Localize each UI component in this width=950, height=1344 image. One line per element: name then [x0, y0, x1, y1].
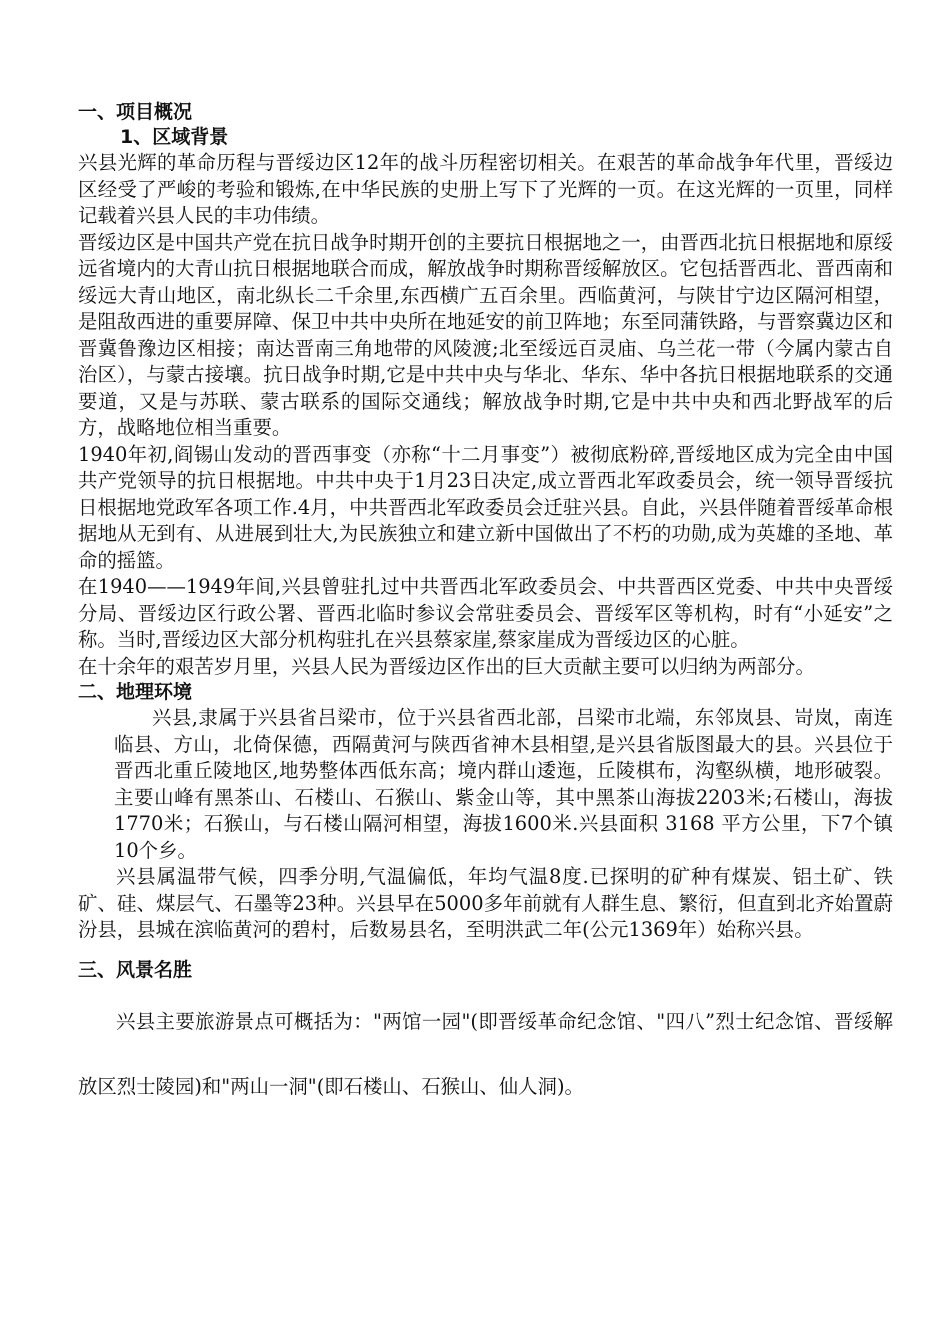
- section1-heading: 一、项目概况: [78, 101, 193, 123]
- section2-heading: 二、地理环境: [78, 681, 193, 703]
- section3-paragraph: 兴县主要旅游景点可概括为："两馆一园"(即晋绥革命纪念馆、"四八”烈士纪念馆、晋绥解放区烈士陵园)和"两山一洞"(即石楼山、石猴山、仙人洞)。: [78, 1009, 893, 1098]
- section1-sub-heading: 1、区域背景: [120, 126, 229, 148]
- section3-heading: 三、风景名胜: [78, 958, 193, 981]
- document-page: [78, 100, 893, 1119]
- section1-paragraph: 1940年初,阎锡山发动的晋西事变（亦称“十二月事变”）被彻底粉碎,晋绥地区成为完全由中国共产党领导的抗日根据地。中共中央于1月23日决定,成立晋西北军政委员会，统一领导晋绥抗日根据地党政军各项工作.4月，中共晋西北军政委员会迁驻兴县。自此，兴县伴随着晋绥革命根据地从无到有、从进展到壮大,为民族独立和建立新中国做出了不朽的功勋,成为英雄的圣地、革命的摇篮。: [78, 442, 893, 572]
- section1-paragraph: 在十余年的艰苦岁月里，兴县人民为晋绥边区作出的巨大贡献主要可以归纳为两部分。: [78, 654, 815, 678]
- section1-paragraph: 在1940——1949年间,兴县曾驻扎过中共晋西北军政委员会、中共晋西区党委、中共中央晋绥分局、晋绥边区行政公署、晋西北临时参议会常驻委员会、晋绥军区等机构，时有“小延安”之称。当时,晋绥边区大部分机构驻扎在兴县蔡家崖,蔡家崖成为晋绥边区的心脏。: [78, 575, 893, 651]
- section1-paragraph: 兴县光辉的革命历程与晋绥边区12年的战斗历程密切相关。在艰苦的革命战争年代里，晋绥边区经受了严峻的考验和锻炼,在中华民族的史册上写下了光辉的一页。在这光辉的一页里，同样记载着兴县人民的丰功伟绩。: [78, 151, 893, 227]
- section2-paragraph: 兴县,隶属于兴县省吕梁市，位于兴县省西北部，吕梁市北端，东邻岚县、岢岚，南连临县、方山，北倚保德，西隔黄河与陕西省神木县相望,是兴县省版图最大的县。兴县位于晋西北重丘陵地区,地势整体西低东高；境内群山逶迤，丘陵棋布，沟壑纵横，地形破裂。主要山峰有黑茶山、石楼山、石猴山、紫金山等，其中黑茶山海拔2203米;石楼山，海拔1770米；石猴山，与石楼山隔河相望，海拔1600米.兴县面积 3168 平方公里，下7个镇10个乡。: [114, 706, 893, 862]
- section1-paragraph: 晋绥边区是中国共产党在抗日战争时期开创的主要抗日根据地之一，由晋西北抗日根据地和原绥远省境内的大青山抗日根据地联合而成，解放战争时期称晋绥解放区。它包括晋西北、晋西南和绥远大青山地区，南北纵长二千余里,东西横广五百余里。西临黄河，与陕甘宁边区隔河相望，是阻敌西进的重要屏障、保卫中共中央所在地延安的前卫阵地；东至同蒲铁路，与晋察冀边区和晋冀鲁豫边区相接；南达晋南三角地带的风陵渡;北至绥远百灵庙、乌兰花一带（今属内蒙古自治区），与蒙古接壤。抗日战争时期,它是中共中央与华北、华东、华中各抗日根据地联系的交通要道，又是与苏联、蒙古联系的国际交通线；解放战争时期,它是中共中央和西北野战军的后方，战略地位相当重要。: [78, 230, 893, 439]
- section2-paragraph: 兴县属温带气候，四季分明,气温偏低，年均气温8度.已探明的矿种有煤炭、铝土矿、铁矿、硅、煤层气、石墨等23种。兴县早在5000多年前就有人群生息、繁衍，但直到北齐始置蔚汾县，县城在滨临黄河的碧村，后数易县名，至明洪武二年(公元1369年）始称兴县。: [78, 865, 893, 941]
